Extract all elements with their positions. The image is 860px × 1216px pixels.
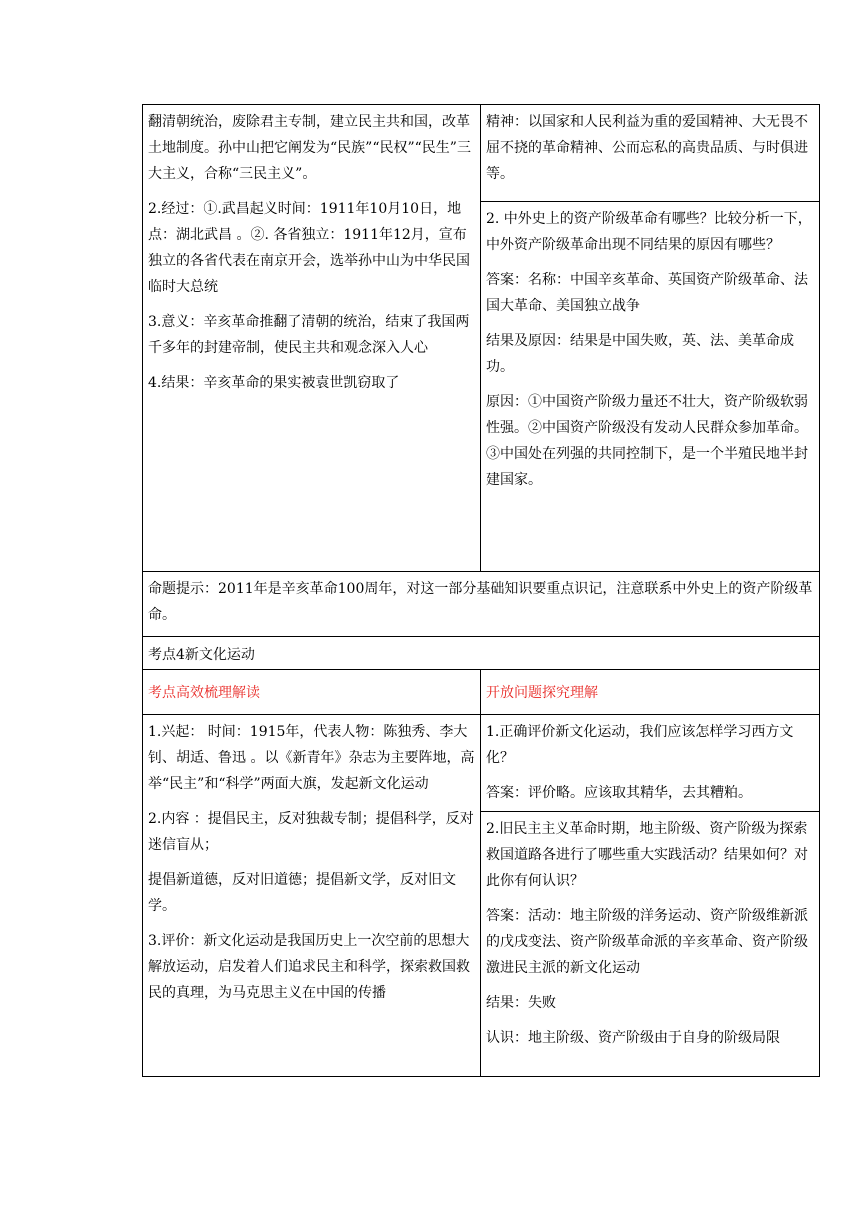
paragraph: 1.兴起： 时间：1915年，代表人物：陈独秀、李大钊、胡适、鲁迅 。以《新青年》杂志为主要阵地，高举“民主”和“科学”两面大旗，发起新文化运动	[148, 724, 475, 792]
paragraph: 1.正确评价新文化运动，我们应该怎样学习西方文化？	[486, 724, 794, 766]
xinhai-right-bottom-cell	[481, 202, 820, 572]
head-left: 考点高效梳理解读	[148, 685, 260, 701]
xinhai-right-top-cell	[481, 105, 820, 202]
tip-row	[143, 572, 820, 637]
xinhai-left-cell	[143, 105, 481, 572]
head-right-cell	[481, 670, 820, 715]
new-culture-left-cell	[143, 715, 481, 1077]
paragraph: 2.旧民主主义革命时期，地主阶级、资产阶级为探索救国道路各进行了哪些重大实践活动？结果如何？对此你有何认识？	[486, 821, 808, 889]
paragraph: 2.内容 ：提倡民主，反对独裁专制；提倡科学，反对迷信盲从；	[148, 811, 474, 853]
column-heading-row	[143, 670, 820, 715]
section-title: 考点4新文化运动	[148, 647, 255, 663]
tip-cell	[143, 572, 820, 637]
revolution-table	[142, 104, 820, 1077]
paragraph: 提倡新道德，反对旧道德；提倡新文学，反对旧文学。	[148, 872, 456, 914]
new-culture-right-top-cell	[481, 715, 820, 812]
paragraph: 答案：评价略。应该取其精华，去其糟粕。	[486, 785, 752, 801]
paragraph: 结果：失败	[486, 995, 556, 1011]
new-culture-row	[143, 715, 820, 812]
paragraph: 2.经过：①.武昌起义时间：1911年10月10日，地点：湖北武昌 。②. 各省独立：1911年12月，宣布独立的各省代表在南京开会，选举孙中山为中华民国临时大总统	[148, 201, 470, 295]
head-right: 开放问题探究理解	[486, 685, 598, 701]
paragraph: 认识：地主阶级、资产阶级由于自身的阶级局限	[486, 1030, 780, 1046]
new-culture-right-bottom-cell	[481, 812, 820, 1077]
section-title-row	[143, 637, 820, 670]
paragraph: 答案：活动：地主阶级的洋务运动、资产阶级维新派的戊戌变法、资产阶级革命派的辛亥革命、资产阶级激进民主派的新文化运动	[486, 908, 808, 976]
xinhai-row	[143, 105, 820, 202]
section-title-cell	[143, 637, 820, 670]
head-left-cell	[143, 670, 481, 715]
paragraph: 2. 中外史上的资产阶级革命有哪些？比较分析一下，中外资产阶级革命出现不同结果的原因有哪些？	[486, 211, 812, 254]
paragraph: 4.结果：辛亥革命的果实被袁世凯窃取了	[148, 375, 400, 391]
paragraph: 结果及原因：结果是中国失败，英、法、美革命成功。	[486, 333, 794, 376]
paragraph: 3.评价：新文化运动是我国历史上一次空前的思想大解放运动，启发着人们追求民主和科学，探索救国救民的真理，为马克思主义在中国的传播	[148, 933, 470, 1001]
paragraph: 精神：以国家和人民利益为重的爱国精神、大无畏不屈不挠的革命精神、公而忘私的高贵品质、与时俱进等。	[486, 114, 808, 182]
document-page	[142, 104, 819, 1077]
paragraph: 原因：①中国资产阶级力量还不壮大，资产阶级软弱性强。②中国资产阶级没有发动人民群众参加革命。③中国处在列强的共同控制下，是一个半殖民地半封建国家。	[486, 394, 808, 489]
paragraph: 答案：名称：中国辛亥革命、英国资产阶级革命、法国大革命、美国独立战争	[486, 272, 808, 315]
paragraph: 3.意义：辛亥革命推翻了清朝的统治，结束了我国两千多年的封建帝制，使民主共和观念深入人心	[148, 314, 470, 356]
tip-text: 命题提示：2011年是辛亥革命100周年，对这一部分基础知识要重点识记，注意联系中外史上的资产阶级革命。	[148, 581, 813, 623]
paragraph: 翻清朝统治，废除君主专制，建立民主共和国，改革土地制度。孙中山把它阐发为“民族”“民权”“民生”三大主义，合称“三民主义”。	[148, 114, 471, 182]
